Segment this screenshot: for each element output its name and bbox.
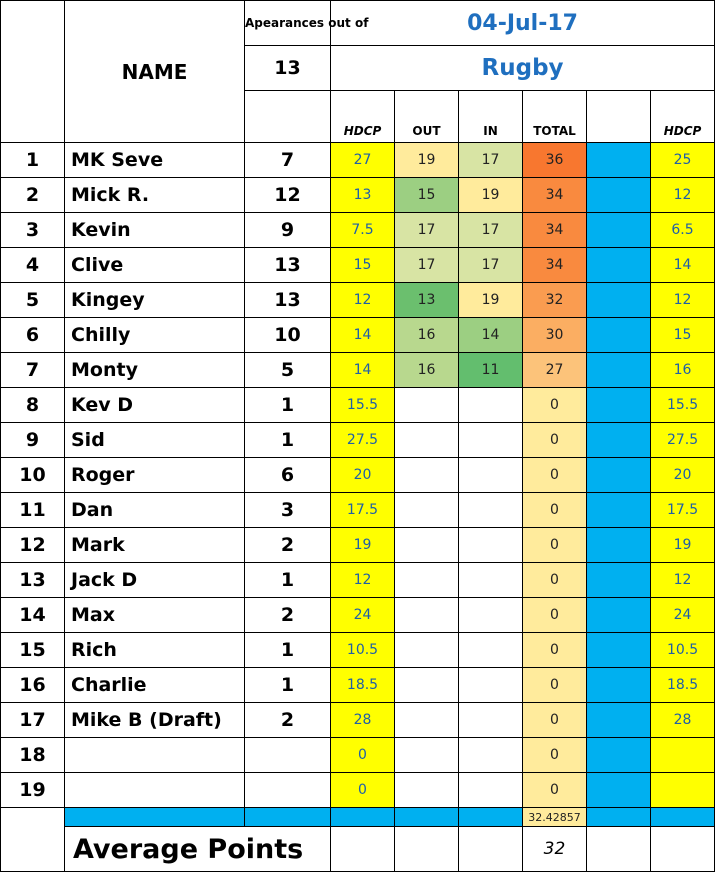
- blue-bar-cell: [459, 808, 523, 827]
- hdcp2-cell[interactable]: 17.5: [651, 493, 715, 528]
- out-score-cell[interactable]: [395, 493, 459, 528]
- out-score-cell[interactable]: 17: [395, 248, 459, 283]
- player-row: [1, 563, 715, 598]
- average-points-row: [1, 827, 715, 872]
- hdcp2-cell[interactable]: 14: [651, 248, 715, 283]
- blank-column-header: [587, 91, 651, 143]
- player-row: [1, 703, 715, 738]
- appearances-cell[interactable]: 1: [245, 633, 331, 668]
- row-number: 7: [1, 353, 65, 388]
- hdcp2-column-header: HDCP: [651, 91, 715, 143]
- row-number: 13: [1, 563, 65, 598]
- player-name-cell[interactable]: Jack D: [65, 563, 245, 598]
- row-number: 16: [1, 668, 65, 703]
- player-row: [1, 388, 715, 423]
- row-number: 2: [1, 178, 65, 213]
- hdcp-cell[interactable]: 24: [331, 598, 395, 633]
- footer-blank-cell: [587, 827, 651, 872]
- row-number: 5: [1, 283, 65, 318]
- blank-blue-cell[interactable]: [587, 213, 651, 248]
- player-row: [1, 283, 715, 318]
- player-name-cell[interactable]: Rich: [65, 633, 245, 668]
- hdcp2-cell[interactable]: 15.5: [651, 388, 715, 423]
- player-name-cell[interactable]: Kingey: [65, 283, 245, 318]
- player-name-cell[interactable]: Charlie: [65, 668, 245, 703]
- player-name-cell[interactable]: Clive: [65, 248, 245, 283]
- player-row: [1, 318, 715, 353]
- appearances-blank: [245, 91, 331, 143]
- in-score-cell[interactable]: 17: [459, 143, 523, 178]
- in-score-cell[interactable]: 11: [459, 353, 523, 388]
- row-number: 8: [1, 388, 65, 423]
- total-score-cell[interactable]: 0: [523, 528, 587, 563]
- blue-bar-cell: [245, 808, 331, 827]
- hdcp-cell[interactable]: 17.5: [331, 493, 395, 528]
- hdcp2-cell[interactable]: 10.5: [651, 633, 715, 668]
- hdcp2-cell[interactable]: [651, 738, 715, 773]
- player-name-cell[interactable]: MK Seve: [65, 143, 245, 178]
- total-score-cell[interactable]: 0: [523, 493, 587, 528]
- footer-corner-cell: [1, 808, 65, 872]
- total-score-cell[interactable]: 0: [523, 423, 587, 458]
- out-score-cell[interactable]: [395, 598, 459, 633]
- player-row: [1, 143, 715, 178]
- blank-blue-cell[interactable]: [587, 458, 651, 493]
- hdcp-cell[interactable]: 28: [331, 703, 395, 738]
- hdcp-cell[interactable]: 15: [331, 248, 395, 283]
- appearances-cell[interactable]: 9: [245, 213, 331, 248]
- row-number: 9: [1, 423, 65, 458]
- blue-bar-cell: [395, 808, 459, 827]
- hdcp-cell[interactable]: 0: [331, 738, 395, 773]
- in-score-cell[interactable]: [459, 423, 523, 458]
- out-column-header: OUT: [395, 91, 459, 143]
- total-score-cell[interactable]: 0: [523, 668, 587, 703]
- player-name-cell[interactable]: [65, 773, 245, 808]
- average-points-value: 32: [523, 827, 587, 872]
- player-row: [1, 213, 715, 248]
- row-number: 6: [1, 318, 65, 353]
- summary-bar-row: [1, 808, 715, 827]
- hdcp-cell[interactable]: 12: [331, 563, 395, 598]
- blank-blue-cell[interactable]: [587, 353, 651, 388]
- event-sport: Rugby: [331, 46, 715, 91]
- in-score-cell[interactable]: [459, 563, 523, 598]
- hdcp2-cell[interactable]: 28: [651, 703, 715, 738]
- blank-blue-cell[interactable]: [587, 668, 651, 703]
- in-score-cell[interactable]: 14: [459, 318, 523, 353]
- appearances-total: 13: [245, 46, 331, 91]
- total-score-cell[interactable]: 0: [523, 703, 587, 738]
- out-score-cell[interactable]: [395, 773, 459, 808]
- row-number: 4: [1, 248, 65, 283]
- out-score-cell[interactable]: [395, 703, 459, 738]
- player-row: [1, 423, 715, 458]
- hdcp2-cell[interactable]: 20: [651, 458, 715, 493]
- hdcp2-cell[interactable]: 12: [651, 283, 715, 318]
- hdcp-cell[interactable]: 12: [331, 283, 395, 318]
- in-score-cell[interactable]: 17: [459, 213, 523, 248]
- out-score-cell[interactable]: [395, 633, 459, 668]
- average-points-label: Average Points: [65, 827, 331, 872]
- player-row: [1, 248, 715, 283]
- total-score-cell[interactable]: 0: [523, 598, 587, 633]
- in-score-cell[interactable]: [459, 738, 523, 773]
- appearances-cell[interactable]: 2: [245, 598, 331, 633]
- footer-blank-cell: [395, 827, 459, 872]
- out-score-cell[interactable]: [395, 388, 459, 423]
- player-name-cell[interactable]: Sid: [65, 423, 245, 458]
- in-score-cell[interactable]: [459, 598, 523, 633]
- total-score-cell[interactable]: 0: [523, 738, 587, 773]
- in-score-cell[interactable]: [459, 493, 523, 528]
- total-score-cell[interactable]: 34: [523, 248, 587, 283]
- row-number: 19: [1, 773, 65, 808]
- total-score-cell[interactable]: 0: [523, 633, 587, 668]
- appearances-header: Apearances out of: [245, 1, 331, 46]
- in-score-cell[interactable]: [459, 773, 523, 808]
- hdcp2-cell[interactable]: [651, 773, 715, 808]
- out-score-cell[interactable]: 16: [395, 353, 459, 388]
- event-date: 04-Jul-17: [331, 1, 715, 46]
- total-score-cell[interactable]: 34: [523, 213, 587, 248]
- player-name-cell[interactable]: Monty: [65, 353, 245, 388]
- out-score-cell[interactable]: [395, 738, 459, 773]
- appearances-cell[interactable]: 13: [245, 283, 331, 318]
- hdcp2-cell[interactable]: 12: [651, 563, 715, 598]
- row-number: 1: [1, 143, 65, 178]
- row-number: 14: [1, 598, 65, 633]
- total-score-cell[interactable]: 27: [523, 353, 587, 388]
- player-row: [1, 598, 715, 633]
- player-row: [1, 668, 715, 703]
- footer-blank-cell: [651, 827, 715, 872]
- player-name-cell[interactable]: Mark: [65, 528, 245, 563]
- total-column-header: TOTAL: [523, 91, 587, 143]
- out-score-cell[interactable]: 13: [395, 283, 459, 318]
- blank-blue-cell[interactable]: [587, 493, 651, 528]
- player-row: [1, 528, 715, 563]
- hdcp2-cell[interactable]: 19: [651, 528, 715, 563]
- row-number: 17: [1, 703, 65, 738]
- hdcp2-cell[interactable]: 15: [651, 318, 715, 353]
- blank-blue-cell[interactable]: [587, 178, 651, 213]
- blank-blue-cell[interactable]: [587, 563, 651, 598]
- hdcp-cell[interactable]: 18.5: [331, 668, 395, 703]
- row-number: 11: [1, 493, 65, 528]
- in-column-header: IN: [459, 91, 523, 143]
- hdcp2-cell[interactable]: 25: [651, 143, 715, 178]
- appearances-cell[interactable]: 7: [245, 143, 331, 178]
- out-score-cell[interactable]: [395, 528, 459, 563]
- hdcp-cell[interactable]: 13: [331, 178, 395, 213]
- blue-bar-cell: [65, 808, 245, 827]
- player-row: [1, 178, 715, 213]
- out-score-cell[interactable]: 16: [395, 318, 459, 353]
- hdcp-cell[interactable]: 27.5: [331, 423, 395, 458]
- total-score-cell[interactable]: 34: [523, 178, 587, 213]
- total-score-cell[interactable]: 0: [523, 458, 587, 493]
- appearances-cell[interactable]: 2: [245, 703, 331, 738]
- hdcp-cell[interactable]: 7.5: [331, 213, 395, 248]
- blue-bar-cell: [331, 808, 395, 827]
- player-row: [1, 493, 715, 528]
- player-row: [1, 458, 715, 493]
- in-score-cell[interactable]: [459, 703, 523, 738]
- blank-blue-cell[interactable]: [587, 598, 651, 633]
- blank-blue-cell[interactable]: [587, 283, 651, 318]
- player-name-cell[interactable]: Roger: [65, 458, 245, 493]
- in-score-cell[interactable]: 17: [459, 248, 523, 283]
- hdcp-cell[interactable]: 15.5: [331, 388, 395, 423]
- player-name-cell[interactable]: Max: [65, 598, 245, 633]
- player-row: [1, 738, 715, 773]
- in-score-cell[interactable]: 19: [459, 283, 523, 318]
- appearances-cell[interactable]: 1: [245, 668, 331, 703]
- blank-blue-cell[interactable]: [587, 703, 651, 738]
- total-score-cell[interactable]: 0: [523, 563, 587, 598]
- appearances-cell[interactable]: 5: [245, 353, 331, 388]
- player-row: [1, 773, 715, 808]
- appearances-cell[interactable]: 1: [245, 563, 331, 598]
- out-score-cell[interactable]: [395, 458, 459, 493]
- player-name-cell[interactable]: Mike B (Draft): [65, 703, 245, 738]
- hdcp-cell[interactable]: 0: [331, 773, 395, 808]
- out-score-cell[interactable]: 19: [395, 143, 459, 178]
- row-number: 15: [1, 633, 65, 668]
- row-number: 10: [1, 458, 65, 493]
- out-score-cell[interactable]: [395, 563, 459, 598]
- row-number: 12: [1, 528, 65, 563]
- row-number: 18: [1, 738, 65, 773]
- player-name-cell[interactable]: Mick R.: [65, 178, 245, 213]
- in-score-cell[interactable]: [459, 458, 523, 493]
- hdcp2-cell[interactable]: 12: [651, 178, 715, 213]
- row-number: 3: [1, 213, 65, 248]
- appearances-cell[interactable]: [245, 738, 331, 773]
- total-score-cell[interactable]: 36: [523, 143, 587, 178]
- footer-blank-cell: [459, 827, 523, 872]
- player-name-cell[interactable]: [65, 738, 245, 773]
- blue-bar-cell: [587, 808, 651, 827]
- blank-blue-cell[interactable]: [587, 248, 651, 283]
- name-header: NAME: [65, 1, 245, 143]
- appearances-cell[interactable]: 2: [245, 528, 331, 563]
- in-score-cell[interactable]: [459, 668, 523, 703]
- hdcp2-cell[interactable]: 6.5: [651, 213, 715, 248]
- appearances-cell[interactable]: 10: [245, 318, 331, 353]
- hdcp-cell[interactable]: 14: [331, 318, 395, 353]
- corner-cell: [1, 1, 65, 143]
- player-row: [1, 633, 715, 668]
- hdcp-cell[interactable]: 10.5: [331, 633, 395, 668]
- blue-bar-cell: [651, 808, 715, 827]
- out-score-cell[interactable]: 15: [395, 178, 459, 213]
- footer-blank-cell: [331, 827, 395, 872]
- appearances-cell[interactable]: [245, 773, 331, 808]
- out-score-cell[interactable]: [395, 668, 459, 703]
- player-name-cell[interactable]: Kev D: [65, 388, 245, 423]
- total-score-cell[interactable]: 30: [523, 318, 587, 353]
- blank-blue-cell[interactable]: [587, 528, 651, 563]
- hdcp2-cell[interactable]: 24: [651, 598, 715, 633]
- in-score-cell[interactable]: 19: [459, 178, 523, 213]
- appearances-cell[interactable]: 3: [245, 493, 331, 528]
- appearances-cell[interactable]: 13: [245, 248, 331, 283]
- player-name-cell[interactable]: Chilly: [65, 318, 245, 353]
- hdcp-cell[interactable]: 20: [331, 458, 395, 493]
- blank-blue-cell[interactable]: [587, 318, 651, 353]
- blank-blue-cell[interactable]: [587, 143, 651, 178]
- player-name-cell[interactable]: Kevin: [65, 213, 245, 248]
- total-average-raw: 32.42857: [523, 808, 587, 827]
- total-score-cell[interactable]: 0: [523, 773, 587, 808]
- total-score-cell[interactable]: 32: [523, 283, 587, 318]
- appearances-cell[interactable]: 12: [245, 178, 331, 213]
- hdcp2-cell[interactable]: 18.5: [651, 668, 715, 703]
- appearances-cell[interactable]: 1: [245, 423, 331, 458]
- in-score-cell[interactable]: [459, 388, 523, 423]
- blank-blue-cell[interactable]: [587, 773, 651, 808]
- hdcp2-cell[interactable]: 16: [651, 353, 715, 388]
- hdcp-cell[interactable]: 19: [331, 528, 395, 563]
- blank-blue-cell[interactable]: [587, 388, 651, 423]
- out-score-cell[interactable]: 17: [395, 213, 459, 248]
- hdcp-column-header: HDCP: [331, 91, 395, 143]
- appearances-cell[interactable]: 6: [245, 458, 331, 493]
- hdcp-cell[interactable]: 27: [331, 143, 395, 178]
- hdcp2-cell[interactable]: 27.5: [651, 423, 715, 458]
- out-score-cell[interactable]: [395, 423, 459, 458]
- hdcp-cell[interactable]: 14: [331, 353, 395, 388]
- in-score-cell[interactable]: [459, 528, 523, 563]
- total-score-cell[interactable]: 0: [523, 388, 587, 423]
- player-name-cell[interactable]: Dan: [65, 493, 245, 528]
- appearances-cell[interactable]: 1: [245, 388, 331, 423]
- blank-blue-cell[interactable]: [587, 423, 651, 458]
- blank-blue-cell[interactable]: [587, 633, 651, 668]
- blank-blue-cell[interactable]: [587, 738, 651, 773]
- player-row: [1, 353, 715, 388]
- in-score-cell[interactable]: [459, 633, 523, 668]
